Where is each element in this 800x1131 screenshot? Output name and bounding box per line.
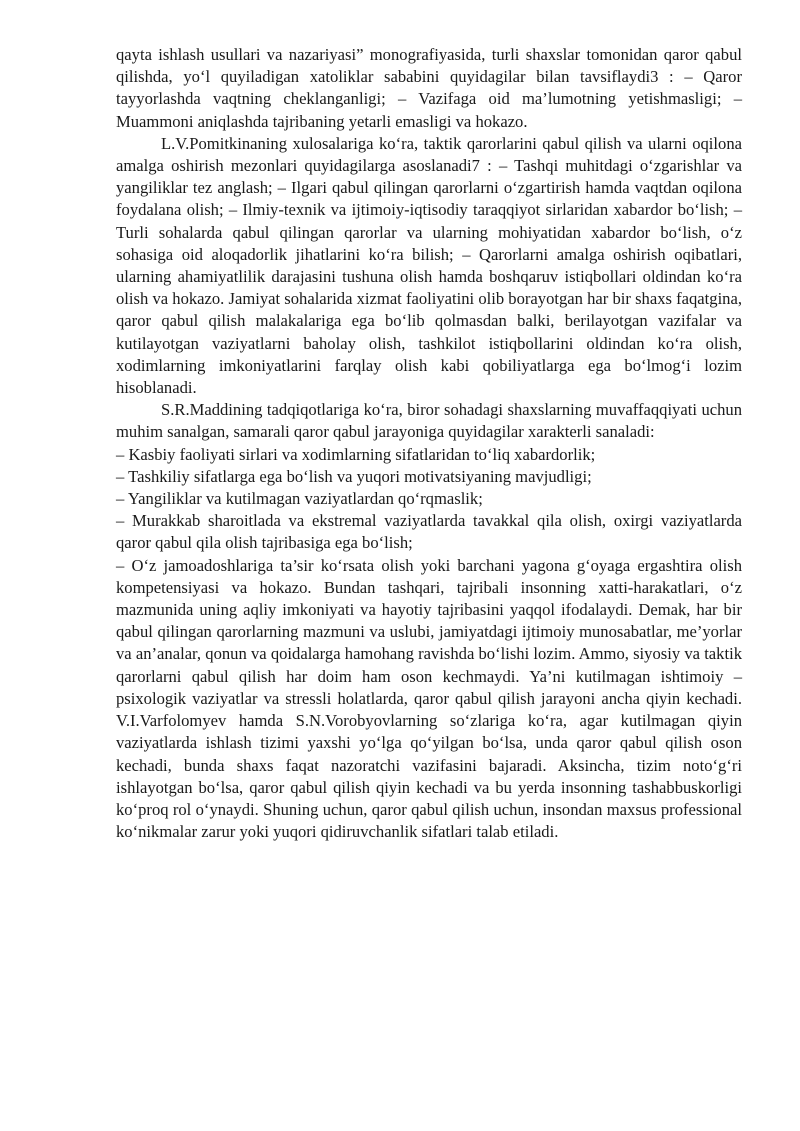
paragraph: L.V.Pomitkinaning xulosalariga ko‘ra, taktik qarorlarini qabul qilish va ularni oqilona amalga oshirish mezonlari quyidagilarga asoslanadi7 : – Tashqi muhitdagi o‘zgarishlar va yangiliklar tez anglash; – Ilgari qabul qilingan qarorlarni o‘zgartirish hamda vaqtdan oqilona foydalana olish; – Ilmiy-texnik va ijtimoiy-iqtisodiy taraqqiyot sirlaridan xabardor bo‘lish; – Turli sohalarda qabul qilingan qarorlar va ularning mohiyatidan xabardor bo‘lish, o‘z sohasiga oid aloqadorlik jihatlarini ko‘ra bilish; – Qarorlarni amalga oshirish oqibatlari, ularning ahamiyatlilik darajasini tushuna olish hamda boshqaruv istiqbollari oldindan ko‘ra olish va hokazo. Jamiyat sohalarida xizmat faoliyatini olib borayotgan har bir shaxs faqatgina, qaror qabul qilish malakalariga ega bo‘lib qolmasdan balki, berilayotgan vazifalar va kutilayotgan vaziyatlarni baholay olish, tashkilot istiqbollarini oldindan ko‘ra olish, xodimlarning imkoniyatlarini farqlay olish kabi qobiliyatlarga ega bo‘lmog‘i lozim hisoblanadi.	[116, 133, 742, 398]
paragraph: qayta ishlash usullari va nazariyasi” monografiyasida, turli shaxslar tomonidan qaror qabul qilishda, yo‘l quyiladigan xatoliklar sababini quyidagilar bilan tavsiflaydi3 : – Qaror tayyorlashda vaqtning cheklanganligi; – Vazifaga oid ma’lumotning yetishmasligi; – Muammoni aniqlashda tajribaning yetarli emasligi va hokazo.	[116, 45, 742, 131]
list-item: – Yangiliklar va kutilmagan vaziyatlardan qo‘rqmaslik;	[116, 489, 483, 509]
list-item: – Kasbiy faoliyati sirlari va xodimlarning sifatlaridan to‘liq xabardorlik;	[116, 444, 596, 464]
paragraph: S.R.Maddining tadqiqotlariga ko‘ra, biror sohadagi shaxslarning muvaffaqqiyati uchun muhim sanalgan, samarali qaror qabul jarayoniga quyidagilar xarakterli sanaladi:	[116, 400, 742, 442]
document-page	[116, 44, 742, 843]
list-item: – O‘z jamoadoshlariga ta’sir ko‘rsata olish yoki barchani yagona g‘oyaga ergashtira olish kompetensiyasi va hokazo. Bundan tashqari, tajribali insonning xatti-harakatlari, o‘z mazmunida uning aqliy imkoniyati va hayotiy tajribasini yaqqol ifodalaydi. Demak, har bir qabul qilingan qarorlarning mazmuni va uslubi, jamiyatdagi ijtimoiy munosabatlar, me’yorlar va an’analar, qonun va qoidalarga hamohang ravishda bo‘lishi lozim. Ammo, siyosiy va taktik qarorlarni qabul qilish har doim ham oson kechmaydi. Ya’ni kutilmagan ishtimoiy – psixologik vaziyatlar va stressli holatlarda, qaror qabul qilish jarayoni ancha qiyin kechadi. V.I.Varfolomyev hamda S.N.Vorobyovlarning so‘zlariga ko‘ra, agar kutilmagan qiyin vaziyatlarda ishlash tizimi yaxshi yo‘lga qo‘yilgan bo‘lsa, unda qaror qabul qilish oson kechadi, bunda shaxs faqat nazoratchi vazifasini bajaradi. Aksincha, tizim noto‘g‘ri ishlayotgan bo‘lsa, qaror qabul qilish qiyin kechadi va bu yerda insonning tashabbuskorligi ko‘proq rol o‘ynaydi. Shuning uchun, qaror qabul qilish uchun, insondan maxsus professional ko‘nikmalar zarur yoki yuqori qidiruvchanlik sifatlari talab etiladi.	[116, 555, 742, 842]
list-item: – Tashkiliy sifatlarga ega bo‘lish va yuqori motivatsiyaning mavjudligi;	[116, 466, 592, 486]
list-item: – Murakkab sharoitlada va ekstremal vaziyatlarda tavakkal qila olish, oxirgi vaziyatlarda qaror qabul qila olish tajribasiga ega bo‘lish;	[116, 511, 742, 553]
